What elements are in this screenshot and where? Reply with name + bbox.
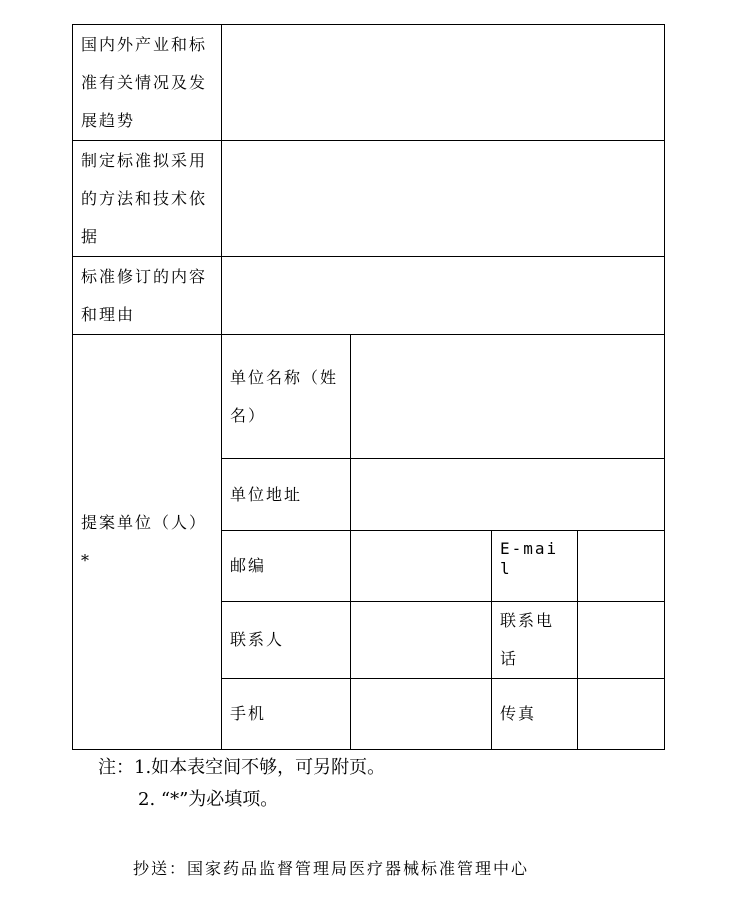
revision-row [73,257,665,335]
email-label: E-mail [492,531,578,602]
trend-row [73,25,665,141]
unit-address-value-cell[interactable] [351,459,665,531]
mobile-value-cell[interactable] [351,679,492,750]
unit-address-label: 单位地址 [222,459,351,531]
method-value-cell[interactable] [222,141,665,257]
method-label: 制定标准拟采用的方法和技术依据 [73,141,222,257]
unit-name-value-cell[interactable] [351,335,665,459]
revision-label: 标准修订的内容和理由 [73,257,222,335]
contact-label: 联系人 [222,602,351,679]
mobile-label: 手机 [222,679,351,750]
cc-footer: 抄送：国家药品监督管理局医疗器械标准管理中心 [133,859,530,878]
phone-label: 联系电话 [492,602,578,679]
fax-label: 传真 [492,679,578,750]
phone-value-cell[interactable] [578,602,665,679]
trend-label: 国内外产业和标准有关情况及发展趋势 [73,25,222,141]
postcode-value-cell[interactable] [351,531,492,602]
method-row [73,141,665,257]
postcode-label: 邮编 [222,531,351,602]
notes [98,752,385,816]
proposal-form-table [72,24,665,750]
revision-value-cell[interactable] [222,257,665,335]
note-line-2: 2. “*”为必填项。 [138,789,279,810]
email-value-cell[interactable] [578,531,665,602]
proposer-label: 提案单位（人）* [73,335,222,750]
contact-value-cell[interactable] [351,602,492,679]
unit-name-row [73,335,665,459]
note-line-1: 注：1.如本表空间不够，可另附页。 [98,757,386,778]
trend-value-cell[interactable] [222,25,665,141]
fax-value-cell[interactable] [578,679,665,750]
unit-name-label: 单位名称（姓名） [222,335,351,459]
